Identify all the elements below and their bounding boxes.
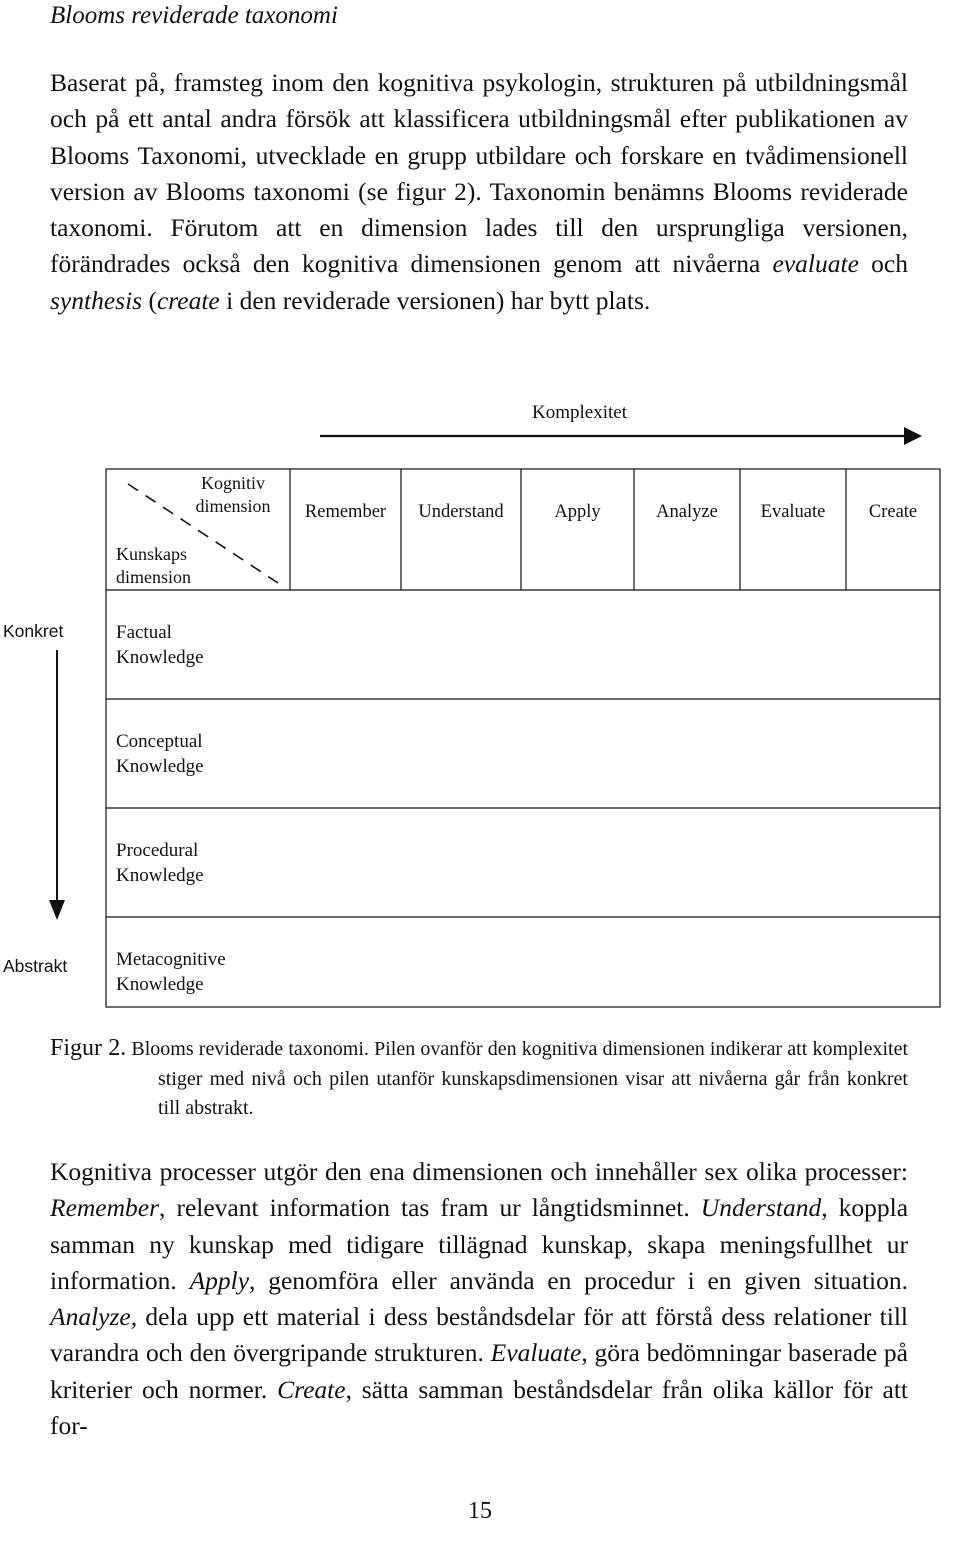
text-run: , sätta samman beståndsdelar från olika källor för att for- [50,1374,908,1441]
section-heading: Blooms reviderade taxonomi [50,2,338,29]
label-line: dimension [195,496,271,516]
column-header-apply: Apply [554,502,601,522]
emphasis-create: Create [277,1374,346,1404]
label-line: Factual [116,622,172,643]
taxonomy-figure [0,380,960,1020]
abstraction-arrow-head [49,900,65,920]
label-line: Conceptual [116,731,203,752]
abstract-label: Abstrakt [3,956,68,976]
figure-number: Figur 2. [50,1035,127,1061]
knowledge-dimension-label [116,543,191,589]
column-header-understand: Understand [418,502,504,522]
text-run: , göra bedömningar baserade på kriterier och normer. [50,1338,909,1404]
row-label-procedural [116,838,204,888]
label-line: Knowledge [116,756,204,777]
complexity-label: Komplexitet [532,402,627,423]
emphasis-remember: Remember [50,1193,160,1223]
concrete-label: Konkret [3,621,64,641]
page-number: 15 [468,1498,492,1524]
emphasis-evaluate: evaluate [772,249,859,279]
label-line: dimension [116,567,191,587]
label-line: Kunskaps [116,544,187,564]
row-label-conceptual [116,729,204,779]
emphasis-analyze: Analyze, [50,1302,138,1332]
text-run: , relevant information tas fram ur långtidsminnet. [159,1193,701,1223]
label-line: Knowledge [116,974,204,995]
emphasis-create: create [156,285,220,315]
text-run: och [858,249,908,279]
emphasis-synthesis: synthesis [50,285,143,315]
processes-paragraph [50,1154,908,1444]
complexity-arrow-head [904,427,922,445]
column-header-analyze: Analyze [656,502,718,522]
text-run: ( [142,285,157,315]
caption-text: Blooms reviderade taxonomi. Pilen ovanför den kognitiva dimensionen indikerar att komplexitet stiger med nivå och pilen utanför kunskapsdimensionen visar att nivåerna går från konkret till abstrakt. [131,1038,908,1119]
column-header-remember: Remember [304,502,387,522]
text-run: , koppla samman ny kunskap med tidigare tillägnad kunskap, skapa meningsfullhet ur information. [50,1193,909,1295]
column-header-create: Create [868,502,918,522]
cognitive-dimension-label [192,472,274,518]
label-line: Knowledge [116,647,204,668]
figure-lines [0,380,960,1020]
label-line: Procedural [116,840,199,861]
label-line: Kognitiv [200,473,265,493]
table-grid [106,469,940,1007]
text-run: , genomföra eller använda en procedur i en given situation. [249,1265,908,1295]
intro-paragraph [50,65,908,319]
column-header-evaluate: Evaluate [760,502,826,522]
text-run: Baserat på, framsteg inom den kognitiva psykologin, strukturen på utbildningsmål och på ett antal andra försök att klassificera utbildningsmål efter publikationen av Blooms Taxonomi, utvecklade en grupp utbildare och forskare en tvådimensionell version av Blooms taxonomi (se figur 2). Taxonomin benämns Blooms reviderade taxonomi. Förutom att en dimension lades till den ursprungliga versionen, förändrades också den kognitiva dimensionen genom att nivåerna [50,68,908,279]
row-label-factual [116,620,204,670]
emphasis-evaluate: Evaluate [490,1338,582,1368]
emphasis-understand: Understand [700,1193,822,1223]
label-line: Knowledge [116,865,204,886]
figure-caption [50,1034,908,1124]
text-run: Kognitiva processer utgör den ena dimensionen och innehåller sex olika processer: [50,1157,908,1186]
text-run: i den reviderade versionen) har bytt plats. [219,285,651,315]
emphasis-apply: Apply [189,1265,250,1295]
text-run: dela upp ett material i dess beståndsdelar för att förstå dess relationer till varandra och den övergripande strukturen. [50,1302,908,1368]
row-label-metacognitive [116,947,226,997]
label-line: Metacognitive [116,949,226,970]
